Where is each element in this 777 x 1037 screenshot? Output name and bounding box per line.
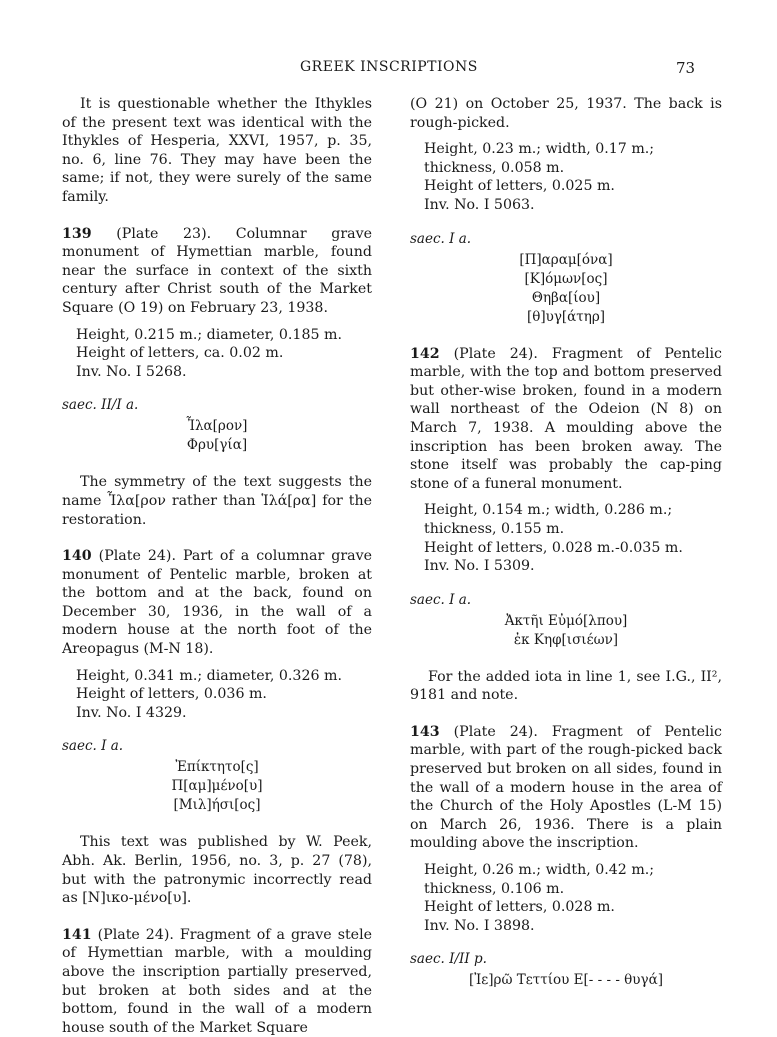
entry-143-inv: Inv. No. I 3898. bbox=[424, 917, 535, 934]
inscription-line: [θ]υγ[άτηρ] bbox=[526, 308, 606, 325]
inscription-line: [Κ]όμων[ος] bbox=[524, 270, 608, 287]
entry-143-inscription bbox=[410, 971, 722, 990]
entry-142-measurements bbox=[424, 501, 722, 575]
entry-141-inscription bbox=[410, 251, 722, 327]
inscription-line: [Μιλ]ήσι[ος] bbox=[173, 797, 261, 814]
entry-140-measurements bbox=[76, 667, 372, 723]
inscription-line: Θηβα[ίου] bbox=[531, 289, 601, 306]
entry-143-date: saec. I/II p. bbox=[410, 951, 487, 968]
entry-140-letters: Height of letters, 0.036 m. bbox=[76, 686, 267, 703]
entry-141-number: 141 bbox=[62, 926, 92, 943]
entry-141-height: Height, 0.23 m.; width, 0.17 m.; thickness, 0.058 m. bbox=[424, 141, 655, 176]
entry-139-note: The symmetry of the text suggests the name Ἶλα[ρον rather than Ἱλά[ρα] for the restoration. bbox=[62, 474, 372, 528]
entry-139-description bbox=[62, 225, 372, 318]
entry-141-continuation: (O 21) on October 25, 1937. The back is rough-picked. bbox=[410, 96, 722, 131]
entry-143-text: (Plate 24). Fragment of Pentelic marble, with part of the rough-picked back preserved but broken on all sides, found in the wall of a modern house in the area of the Church of the Holy Apostles (L-M 15) on March 26, 1936. There is a plain moulding above the inscription. bbox=[410, 723, 722, 852]
inscription-line: [Ἰε]ρῶ Τεττίου Ε[- - - - θυγά] bbox=[469, 972, 663, 989]
entry-142-inscription bbox=[410, 612, 722, 650]
entry-139-number: 139 bbox=[62, 225, 92, 242]
entry-142-height: Height, 0.154 m.; width, 0.286 m.; thickness, 0.155 m. bbox=[424, 502, 673, 537]
entry-140-note: This text was published by W. Peek, Abh. Ak. Berlin, 1956, no. 3, p. 27 (78), but with the patronymic incorrectly read as [N]ικο-μένο[υ]. bbox=[62, 834, 372, 907]
entry-142-inv: Inv. No. I 5309. bbox=[424, 558, 535, 575]
inscription-line: Ἶλα[ρον] bbox=[186, 418, 248, 435]
running-head bbox=[0, 59, 777, 81]
entry-142-date: saec. I a. bbox=[410, 591, 472, 608]
inscription-line: Φρυ[γία] bbox=[186, 437, 248, 454]
page-number: 73 bbox=[676, 59, 696, 77]
entry-140-text: (Plate 24). Part of a columnar grave monument of Pentelic marble, broken at the bottom and at the back, found on December 30, 1936, in the wall of a modern house at the north foot of the Areopagus (M-N 18). bbox=[62, 548, 372, 658]
entry-139-date: saec. II/I a. bbox=[62, 397, 139, 414]
entry-142-text: (Plate 24). Fragment of Pentelic marble, with the top and bottom preserved but other-wise broken, found in a modern wall northeast of the Odeion (N 8) on March 7, 1938. A moulding above the inscription has been broken away. The stone itself was probably the cap-ping stone of a funeral monument. bbox=[410, 345, 722, 492]
entry-140-inv: Inv. No. I 4329. bbox=[76, 704, 187, 721]
entry-142-description bbox=[410, 345, 722, 494]
intro-paragraph: It is questionable whether the Ithykles of the present text was identical with the Ithykles of Hesperia, XXVI, 1957, p. 35, no. 6, line 76. They may have been the same; if not, they were surely of the same family. bbox=[62, 96, 372, 205]
inscription-line: Π[αμ]μένο[υ] bbox=[171, 778, 263, 795]
entry-143-height: Height, 0.26 m.; width, 0.42 m.; thickness, 0.106 m. bbox=[424, 862, 655, 897]
entry-143-description bbox=[410, 723, 722, 853]
left-column bbox=[62, 95, 372, 1037]
entry-143-letters: Height of letters, 0.028 m. bbox=[424, 899, 615, 916]
entry-141-text: (Plate 24). Fragment of a grave stele of Hymettian marble, with a moulding above the inscription partially preserved, but broken at both sides and at the bottom, found in the wall of a modern house south of the Market Square bbox=[62, 926, 373, 1036]
entry-141-letters: Height of letters, 0.025 m. bbox=[424, 178, 615, 195]
entry-143-number: 143 bbox=[410, 723, 440, 740]
inscription-line: Ἐπίκτητο[ς] bbox=[175, 759, 259, 776]
entry-139-text: (Plate 23). Columnar grave monument of Hymettian marble, found near the surface in context of the sixth century after Christ south of the Market Square (O 19) on February 23, 1938. bbox=[62, 225, 372, 316]
entry-140-height: Height, 0.341 m.; diameter, 0.326 m. bbox=[76, 667, 342, 684]
running-title: GREEK INSCRIPTIONS bbox=[300, 59, 478, 75]
entry-141-date: saec. I a. bbox=[410, 230, 472, 247]
entry-142-note: For the added iota in line 1, see I.G., II², 9181 and note. bbox=[410, 668, 722, 704]
entry-142-letters: Height of letters, 0.028 m.-0.035 m. bbox=[424, 539, 683, 556]
entry-139-height: Height, 0.215 m.; diameter, 0.185 m. bbox=[76, 326, 342, 343]
entry-139-letters: Height of letters, ca. 0.02 m. bbox=[76, 345, 284, 362]
entry-140-description bbox=[62, 547, 372, 659]
entry-140-inscription bbox=[62, 758, 372, 815]
inscription-line: ἐκ Κηφ[ισιέων] bbox=[513, 631, 619, 648]
right-column bbox=[410, 95, 722, 1008]
entry-139-measurements bbox=[76, 326, 372, 382]
entry-143-measurements bbox=[424, 861, 722, 935]
entry-142-number: 142 bbox=[410, 345, 440, 362]
entry-141-measurements bbox=[424, 140, 722, 214]
entry-140-date: saec. I a. bbox=[62, 738, 124, 755]
entry-139-inscription bbox=[62, 417, 372, 455]
inscription-line: Ἀκτῆι Εὐμό[λπου] bbox=[504, 612, 628, 629]
inscription-line: [Π]αραμ[όνα] bbox=[519, 251, 613, 268]
entry-141-description bbox=[62, 926, 372, 1037]
entry-141-inv: Inv. No. I 5063. bbox=[424, 196, 535, 213]
entry-139-inv: Inv. No. I 5268. bbox=[76, 363, 187, 380]
entry-140-number: 140 bbox=[62, 548, 92, 565]
